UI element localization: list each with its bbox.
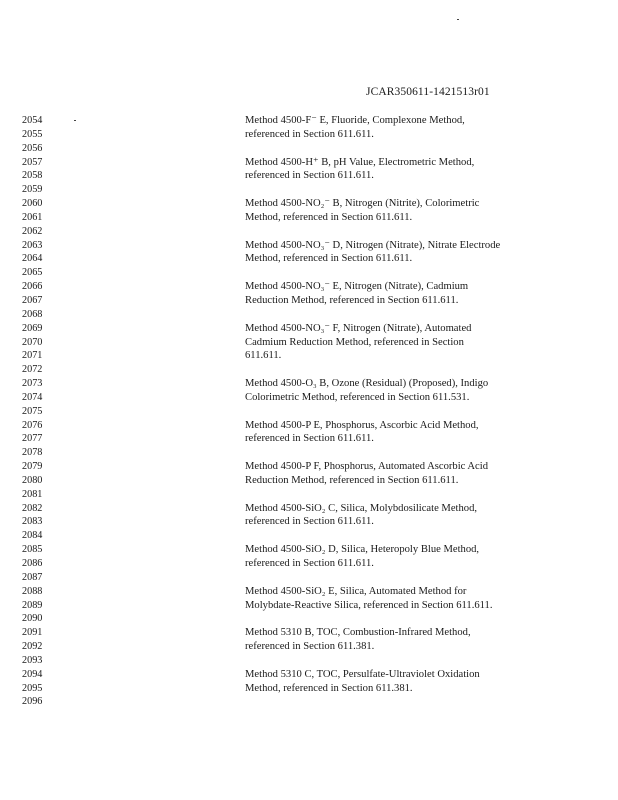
text-line xyxy=(22,225,602,239)
text-line xyxy=(22,377,602,391)
line-number: 2081 xyxy=(22,488,43,500)
line-number: 2093 xyxy=(22,654,43,666)
line-number: 2095 xyxy=(22,682,43,694)
line-number: 2061 xyxy=(22,211,43,223)
text-line xyxy=(22,336,602,350)
line-text: Method 4500-NO₂⁻ B, Nitrogen (Nitrite), Colorimetric xyxy=(245,198,480,210)
line-number: 2086 xyxy=(22,558,43,569)
scan-speck xyxy=(457,19,459,20)
line-number: 2065 xyxy=(22,267,43,279)
text-line xyxy=(22,502,602,516)
line-text: Method, referenced in Section 611.611. xyxy=(245,253,413,265)
line-number: 2054 xyxy=(22,115,43,126)
line-text: referenced in Section 611.611. xyxy=(245,558,374,569)
line-number: 2058 xyxy=(22,170,43,182)
line-number: 2074 xyxy=(22,391,43,403)
line-number: 2063 xyxy=(22,239,43,251)
line-number: 2057 xyxy=(22,156,43,168)
text-line xyxy=(22,446,602,460)
text-line xyxy=(22,571,602,585)
line-number: 2064 xyxy=(22,253,43,265)
line-text: referenced in Section 611.611. xyxy=(245,128,374,140)
line-number: 2094 xyxy=(22,668,43,680)
line-number: 2066 xyxy=(22,281,43,293)
text-line xyxy=(22,419,602,433)
line-number: 2070 xyxy=(22,336,43,348)
line-text: Method 4500-SiO₂ D, Silica, Heteropoly Blue Method, xyxy=(245,544,480,556)
line-number: 2055 xyxy=(22,128,43,140)
line-text: Reduction Method, referenced in Section 611.611. xyxy=(245,294,459,306)
line-number: 2076 xyxy=(22,419,43,431)
line-text: Molybdate-Reactive Silica, referenced in Section 611.611. xyxy=(245,599,493,611)
text-line xyxy=(22,308,602,322)
text-line xyxy=(22,640,602,654)
text-line xyxy=(22,294,602,308)
text-line xyxy=(22,363,602,377)
text-line xyxy=(22,529,602,543)
text-line xyxy=(22,474,602,488)
line-text: referenced in Section 611.611. xyxy=(245,516,374,528)
text-line xyxy=(22,432,602,446)
line-number: 2085 xyxy=(22,544,43,556)
line-text: referenced in Section 611.381. xyxy=(245,641,375,653)
line-text: Method 4500-NO₃⁻ E, Nitrogen (Nitrate), Cadmium xyxy=(245,281,469,293)
document-id: JCAR350611-1421513r01 xyxy=(366,86,490,98)
text-line xyxy=(22,142,602,156)
line-text: Reduction Method, referenced in Section 611.611. xyxy=(245,474,459,486)
line-text: Method 4500-P E, Phosphorus, Ascorbic Acid Method, xyxy=(245,419,479,431)
line-text: Cadmium Reduction Method, referenced in Section xyxy=(245,336,464,348)
line-text: Method 4500-NO₃⁻ D, Nitrogen (Nitrate), Nitrate Electrode xyxy=(245,239,501,251)
line-number: 2067 xyxy=(22,294,43,306)
line-text: Method 4500-NO₃⁻ F, Nitrogen (Nitrate), Automated xyxy=(245,322,472,334)
line-numbered-text xyxy=(22,114,602,709)
text-line xyxy=(22,156,602,170)
line-number: 2096 xyxy=(22,696,43,708)
line-text: referenced in Section 611.611. xyxy=(245,433,374,445)
line-number: 2059 xyxy=(22,184,43,196)
line-number: 2077 xyxy=(22,433,43,445)
text-line xyxy=(22,599,602,613)
text-line xyxy=(22,654,602,668)
text-line xyxy=(22,695,602,709)
line-text: 611.611. xyxy=(245,350,282,362)
line-text: Method, referenced in Section 611.381. xyxy=(245,682,413,694)
text-line xyxy=(22,460,602,474)
text-line xyxy=(22,266,602,280)
line-text: Method 4500-SiO₂ E, Silica, Automated Method for xyxy=(245,585,467,597)
text-line xyxy=(22,114,602,128)
line-text: Method 4500-O₃ B, Ozone (Residual) (Proposed), Indigo xyxy=(245,378,489,390)
line-text: Method 5310 C, TOC, Persulfate-Ultraviolet Oxidation xyxy=(245,668,480,680)
line-number: 2090 xyxy=(22,613,43,625)
line-number: 2089 xyxy=(22,599,43,611)
line-text: Method 4500-SiO₂ C, Silica, Molybdosilicate Method, xyxy=(245,502,478,514)
text-line xyxy=(22,682,602,696)
text-line xyxy=(22,557,602,571)
text-line xyxy=(22,183,602,197)
text-line xyxy=(22,612,602,626)
text-line xyxy=(22,405,602,419)
line-number: 2056 xyxy=(22,142,43,154)
line-text: Method 4500-F⁻ E, Fluoride, Complexone Method, xyxy=(245,115,465,126)
text-line xyxy=(22,211,602,225)
line-text: Method 4500-P F, Phosphorus, Automated Ascorbic Acid xyxy=(245,461,488,473)
text-line xyxy=(22,626,602,640)
text-line xyxy=(22,668,602,682)
line-number: 2079 xyxy=(22,461,43,473)
line-number: 2088 xyxy=(22,585,43,597)
line-number: 2087 xyxy=(22,571,43,583)
line-number: 2073 xyxy=(22,378,43,390)
text-line xyxy=(22,169,602,183)
line-text: referenced in Section 611.611. xyxy=(245,170,374,182)
line-number: 2075 xyxy=(22,405,43,417)
line-number: 2069 xyxy=(22,322,43,334)
text-line xyxy=(22,391,602,405)
line-text: Method 4500-H⁺ B, pH Value, Electrometric Method, xyxy=(245,156,475,168)
text-line xyxy=(22,515,602,529)
line-number: 2060 xyxy=(22,198,43,210)
text-line xyxy=(22,349,602,363)
line-number: 2071 xyxy=(22,350,43,362)
line-number: 2084 xyxy=(22,530,43,542)
line-text: Method 5310 B, TOC, Combustion-Infrared Method, xyxy=(245,627,471,639)
line-number: 2091 xyxy=(22,627,43,639)
text-line xyxy=(22,252,602,266)
text-line xyxy=(22,488,602,502)
text-line xyxy=(22,585,602,599)
line-text: Method, referenced in Section 611.611. xyxy=(245,211,413,223)
text-line xyxy=(22,197,602,211)
line-number: 2083 xyxy=(22,516,43,528)
text-line xyxy=(22,322,602,336)
text-line xyxy=(22,543,602,557)
line-number: 2080 xyxy=(22,474,43,486)
line-text: Colorimetric Method, referenced in Section 611.531. xyxy=(245,391,470,403)
text-line xyxy=(22,280,602,294)
line-number: 2068 xyxy=(22,308,43,320)
line-number: 2078 xyxy=(22,447,43,459)
line-number: 2062 xyxy=(22,225,43,237)
text-line xyxy=(22,128,602,142)
line-number: 2082 xyxy=(22,502,43,514)
text-line xyxy=(22,239,602,253)
line-number: 2072 xyxy=(22,364,43,376)
line-number: 2092 xyxy=(22,641,43,653)
